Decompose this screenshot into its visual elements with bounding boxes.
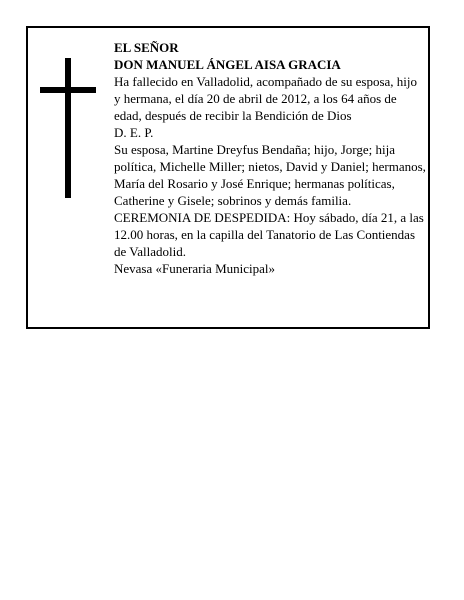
obituary-text <box>114 39 426 277</box>
cross-horizontal-bar <box>40 87 96 93</box>
cross-vertical-bar <box>65 58 71 198</box>
ceremony-details: CEREMONIA DE DESPEDIDA: Hoy sábado, día 21, a las 12.00 horas, en la capilla del Tanatorio de Las Contiendas de Valladolid. <box>114 210 424 259</box>
deceased-title: EL SEÑOR <box>114 40 179 55</box>
family-list: Su esposa, Martine Dreyfus Bendaña; hijo, Jorge; hija política, Michelle Miller; nietos, David y Daniel; hermanos, María del Rosario y José Enrique; hermanas políticas, Catherine y Gisele; sobrinos y demás familia. <box>114 142 426 208</box>
obituary-notice <box>26 26 430 329</box>
deceased-name: DON MANUEL ÁNGEL AISA GRACIA <box>114 57 341 72</box>
death-announcement: Ha fallecido en Valladolid, acompañado de su esposa, hijo y hermana, el día 20 de abril de 2012, a los 64 años de edad, después de recibir la Bendición de Dios <box>114 74 418 123</box>
rest-in-peace-line: D. E. P. <box>114 125 154 140</box>
latin-cross-icon <box>40 58 96 198</box>
funeral-home: Nevasa «Funeraria Municipal» <box>114 261 276 276</box>
